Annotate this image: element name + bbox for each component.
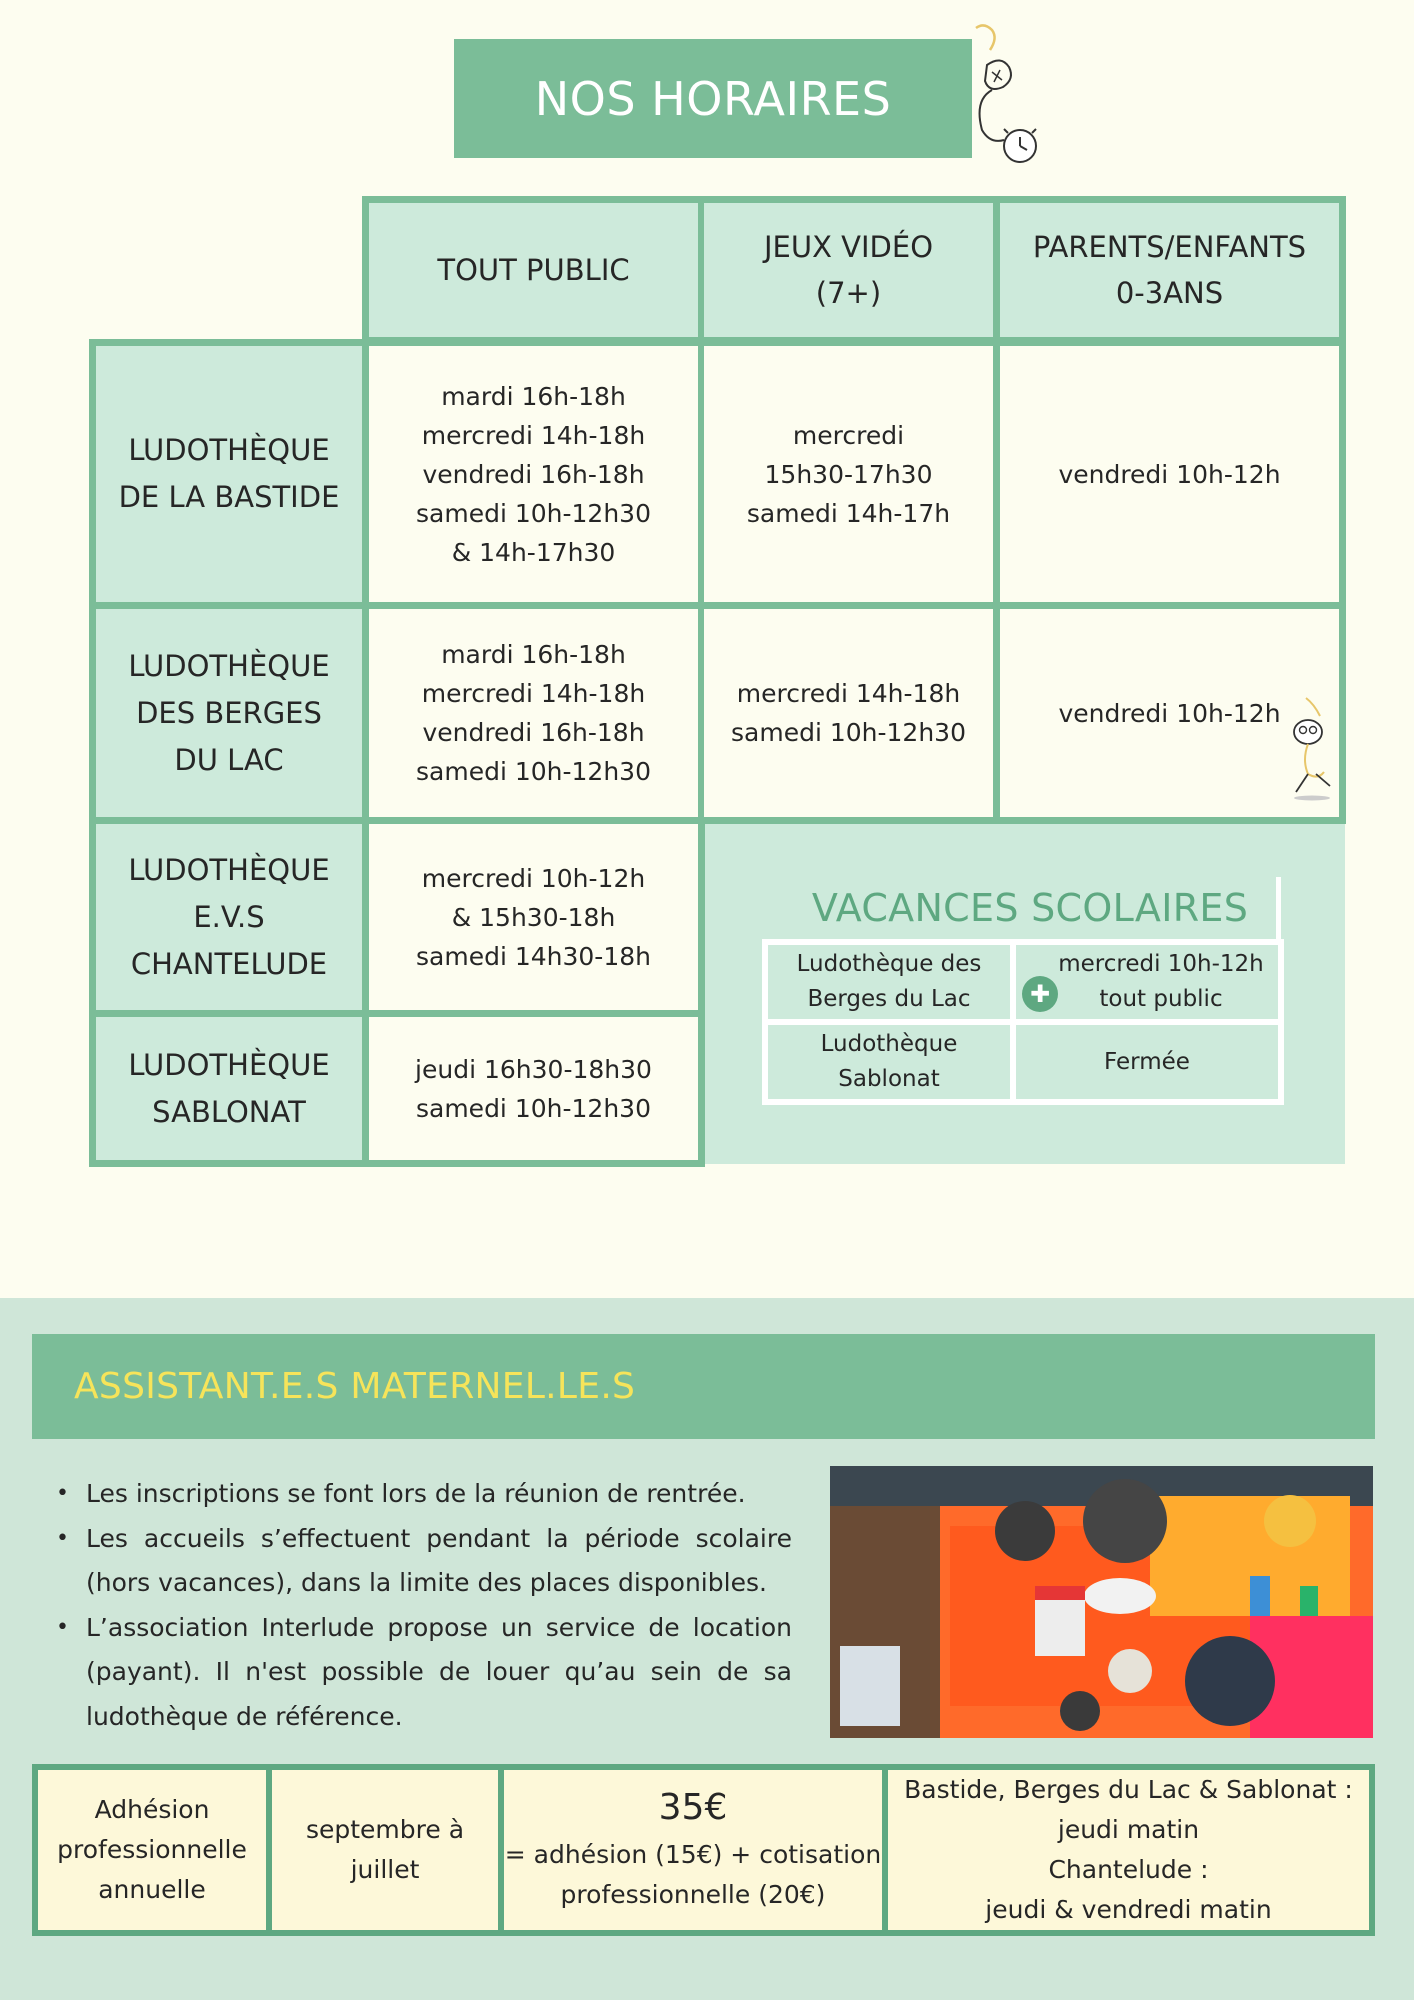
plus-icon: ✚ — [1022, 976, 1058, 1012]
bastide-parents-enfants: vendredi 10h-12h — [1000, 346, 1339, 602]
berges-tout-public: mardi 16h-18h mercredi 14h-18h vendredi 16h-18h samedi 10h-12h30 — [369, 609, 698, 817]
bastide-jeux-video: mercredi 15h30-17h30 samedi 14h-17h — [704, 346, 993, 602]
assistants-title: ASSISTANT.E.S MATERNEL.LE.S — [32, 1334, 1375, 1439]
membership-price: 35€ — [658, 1787, 728, 1828]
bastide-tout-public: mardi 16h-18h mercredi 14h-18h vendredi 16h-18h samedi 10h-12h30 & 14h-17h30 — [369, 346, 698, 602]
header-jeux-video: JEUX VIDÉO (7+) — [704, 203, 993, 337]
sablonat-tout-public: jeudi 16h30-18h30 samedi 10h-12h30 — [369, 1017, 698, 1160]
vacances-info-berges: mercredi 10h-12h tout public — [1016, 945, 1278, 1019]
bullet-item: • Les accueils s’effectuent pendant la période scolaire (hors vacances), dans la limite des places disponibles. — [52, 1517, 792, 1606]
vacances-place-berges: Ludothèque des Berges du Lac — [768, 945, 1010, 1019]
berges-parents-enfants: vendredi 10h-12h — [1000, 609, 1339, 817]
header-parents-enfants: PARENTS/ENFANTS 0-3ANS — [1000, 203, 1339, 337]
dancing-character-doodle — [1278, 694, 1340, 802]
page-title: NOS HORAIRES — [454, 39, 972, 158]
row-label-sablonat: LUDOTHÈQUE SABLONAT — [96, 1017, 362, 1160]
vacances-place-sablonat: Ludothèque Sablonat — [768, 1025, 1010, 1099]
membership-adhesion: Adhésion professionnelle annuelle — [38, 1770, 266, 1930]
character-clock-doodle — [962, 20, 1042, 170]
row-label-bastide: LUDOTHÈQUE DE LA BASTIDE — [96, 346, 362, 602]
row-label-chantelude: LUDOTHÈQUE E.V.S CHANTELUDE — [96, 824, 362, 1010]
membership-horaires: Bastide, Berges du Lac & Sablonat : jeudi matin Chantelude : jeudi & vendredi matin — [888, 1770, 1369, 1930]
playroom-photo — [830, 1466, 1373, 1738]
bullet-item: • L’association Interlude propose un service de location (payant). Il n'est possible de louer qu’au sein de sa ludothèque de référence. — [52, 1606, 792, 1740]
header-tout-public: TOUT PUBLIC — [369, 203, 698, 337]
membership-periode: septembre à juillet — [272, 1770, 498, 1930]
chantelude-tout-public: mercredi 10h-12h & 15h30-18h samedi 14h30-18h — [369, 824, 698, 1010]
vacances-title: VACANCES SCOLAIRES — [811, 885, 1249, 930]
row-label-berges: LUDOTHÈQUE DES BERGES DU LAC — [96, 609, 362, 817]
vacances-info-sablonat: Fermée — [1016, 1025, 1278, 1099]
bullet-item: • Les inscriptions se font lors de la réunion de rentrée. — [52, 1472, 792, 1517]
membership-price-detail: = adhésion (15€) + cotisation professionnelle (20€) — [504, 1840, 882, 1909]
assistants-bullets — [52, 1472, 792, 1739]
berges-jeux-video: mercredi 14h-18h samedi 10h-12h30 — [704, 609, 993, 817]
vacances-divider — [1276, 877, 1281, 939]
membership-price-cell — [504, 1770, 882, 1930]
